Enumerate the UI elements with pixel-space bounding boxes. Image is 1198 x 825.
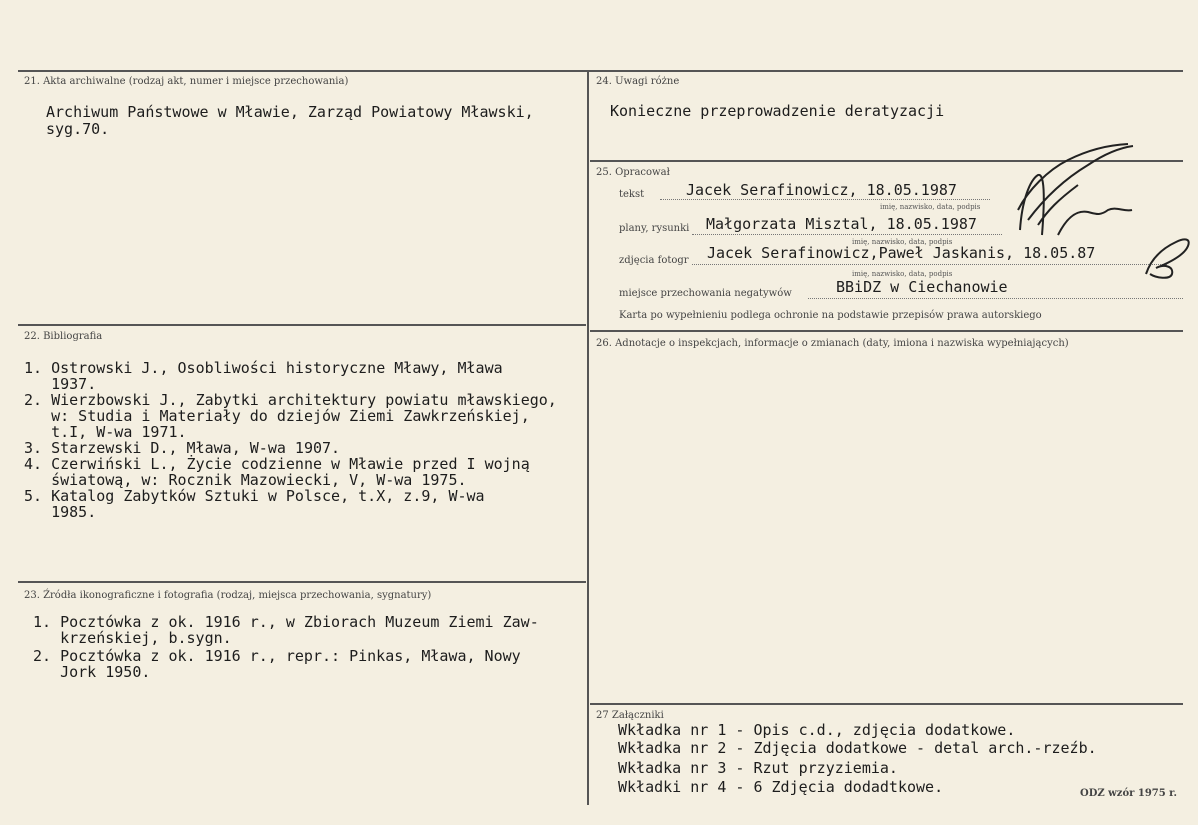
bibliography-line-7: 4. Czerwiński L., Życie codzienne w Mławie przed I wojną [24,455,530,473]
iconography-line-1: 1. Pocztówka z ok. 1916 r., w Zbiorach Muzeum Ziemi Zaw- [33,613,539,631]
bibliography-line-4: w: Studia i Materiały do dziejów Ziemi Zawkrzeńskiej, [24,407,530,425]
negatives-location-line [808,298,1183,299]
negatives-location-value: BBiDZ w Ciechanowie [836,278,1008,296]
text-author-line [660,199,990,200]
bibliography-line-2: 1937. [24,375,97,393]
section-21-line-2: syg.70. [46,120,110,138]
copyright-note: Karta po wypełnieniu podlega ochronie na podstawie przepisów prawa autorskiego [619,310,1042,321]
text-author-label: tekst [619,189,645,200]
text-author-value: Jacek Serafinowicz, 18.05.1987 [686,181,957,199]
bibliography-line-5: t.I, W-wa 1971. [24,423,187,441]
attachment-line-3: Wkładka nr 3 - Rzut przyziemia. [618,759,898,777]
attachment-line-2: Wkładka nr 2 - Zdjęcia dodatkowe - detal arch.-rzeźb. [618,739,1097,757]
attachment-line-4: Wkładki nr 4 - 6 Zdjęcia dodadtkowe. [618,778,944,796]
section-26-label: 26. Adnotacje o inspekcjach, informacje o zmianach (daty, imiona i nazwiska wypełniających) [596,338,1069,349]
section-27-label: 27 Załączniki [596,710,664,721]
bibliography-line-1: 1. Ostrowski J., Osobliwości historyczne Mławy, Mława [24,359,503,377]
section-25-label: 25. Opracował [596,167,670,178]
rule-21-22 [18,324,586,326]
bibliography-line-10: 1985. [24,503,97,521]
section-24-label: 24. Uwagi różne [596,76,680,87]
signature-photos-author [1136,234,1196,282]
drawings-author-value: Małgorzata Misztal, 18.05.1987 [706,215,977,233]
drawings-author-caption: imię, nazwisko, data, podpis [852,238,953,246]
photos-author-value: Jacek Serafinowicz,Paweł Jaskanis, 18.05.87 [707,244,1096,262]
rule-25-26 [590,330,1183,332]
rule-26-27 [590,703,1183,705]
iconography-line-4: Jork 1950. [33,663,151,681]
negatives-location-label: miejsce przechowania negatywów [619,288,792,299]
section-22-label: 22. Bibliografia [24,331,103,342]
photos-author-label: zdjęcia fotogr [619,255,689,266]
rule-22-23 [18,581,586,583]
bibliography-line-3: 2. Wierzbowski J., Zabytki architektury powiatu mławskiego, [24,391,557,409]
section-21-line-1: Archiwum Państwowe w Mławie, Zarząd Powiatowy Mławski, [46,103,534,121]
iconography-line-3: 2. Pocztówka z ok. 1916 r., repr.: Pinkas, Mława, Nowy [33,647,521,665]
photos-author-caption: imię, nazwisko, data, podpis [852,270,953,278]
signature-text-author [1008,140,1148,250]
text-author-caption: imię, nazwisko, data, podpis [880,203,981,211]
photos-author-line [692,264,1167,265]
form-footer: ODZ wzór 1975 r. [1080,788,1178,799]
drawings-author-line [692,234,1002,235]
center-rule [587,70,589,805]
bibliography-line-9: 5. Katalog Zabytków Sztuki w Polsce, t.X, z.9, W-wa [24,487,485,505]
drawings-author-label: plany, rysunki [619,223,690,234]
bibliography-line-6: 3. Starzewski D., Mława, W-wa 1907. [24,439,341,457]
bibliography-line-8: światową, w: Rocznik Mazowiecki, V, W-wa 1975. [24,471,467,489]
iconography-line-2: krzeńskiej, b.sygn. [33,629,232,647]
attachment-line-1: Wkładka nr 1 - Opis c.d., zdjęcia dodatkowe. [618,721,1016,739]
section-23-label: 23. Źródła ikonograficzne i fotografia (rodzaj, miejsca przechowania, sygnatury) [24,590,432,601]
section-21-label: 21. Akta archiwalne (rodzaj akt, numer i miejsce przechowania) [24,76,349,87]
top-rule [18,70,1183,72]
remarks-text: Konieczne przeprowadzenie deratyzacji [610,102,945,120]
